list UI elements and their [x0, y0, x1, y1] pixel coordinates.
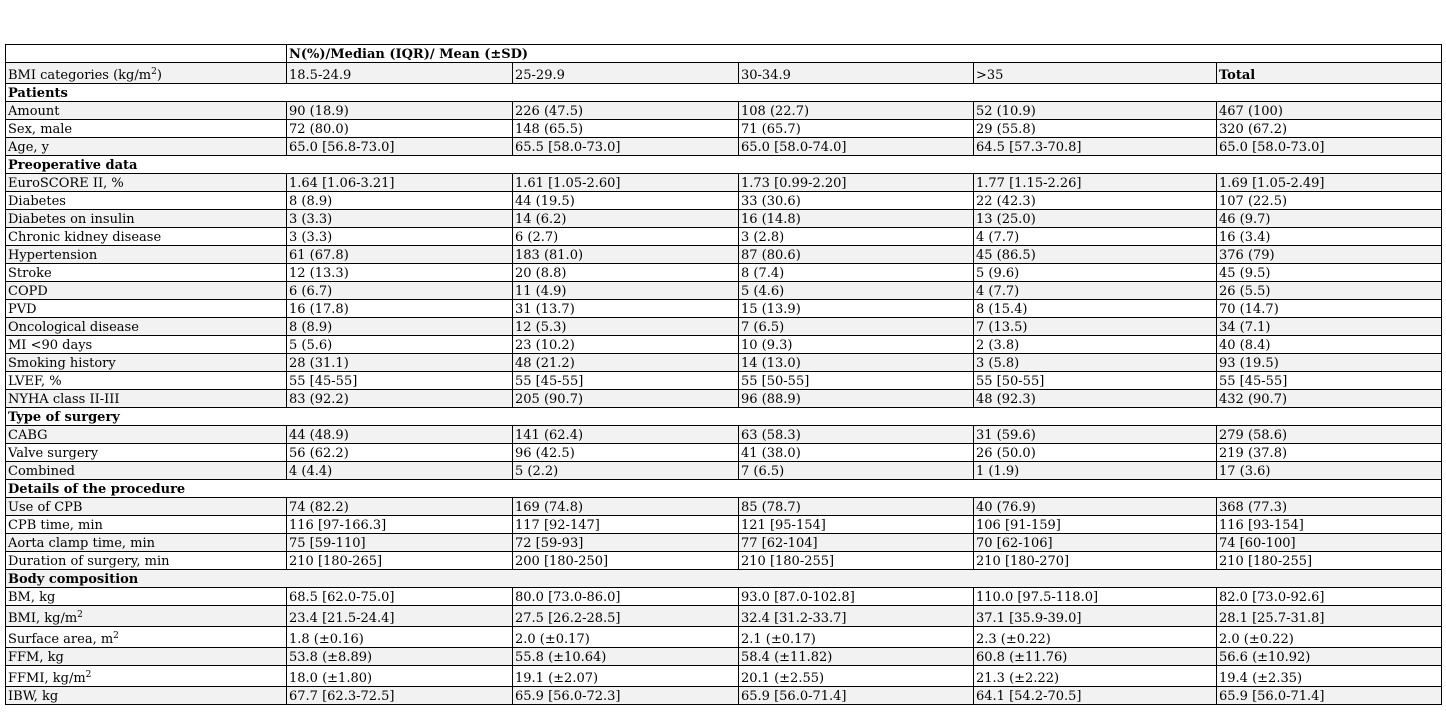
cell-value: 4 (4.4): [287, 462, 513, 480]
table-row: [6, 687, 1442, 705]
cell-total: 107 (22.5): [1217, 192, 1442, 210]
cell-value: 169 (74.8): [513, 498, 739, 516]
cell-total: 279 (58.6): [1217, 426, 1442, 444]
cell-total: 40 (8.4): [1217, 336, 1442, 354]
cell-value: 20.1 (±2.55): [739, 666, 974, 687]
cell-value: 117 [92-147]: [513, 516, 739, 534]
cell-total: 56.6 (±10.92): [1217, 648, 1442, 666]
cell-value: 2.3 (±0.22): [974, 627, 1217, 648]
row-label-text: LVEF, %: [8, 374, 62, 389]
table-container: [5, 44, 1442, 705]
header-row-label-sup: 2: [151, 67, 157, 77]
cell-value: 56 (62.2): [287, 444, 513, 462]
cell-value: 27.5 [26.2-28.5]: [513, 606, 739, 627]
row-label-text: CPB time, min: [8, 518, 103, 533]
cell-value: 16 (14.8): [739, 210, 974, 228]
cell-value: 1.77 [1.15-2.26]: [974, 174, 1217, 192]
cell-total: 65.9 [56.0-71.4]: [1217, 687, 1442, 705]
cell-value: 5 (9.6): [974, 264, 1217, 282]
cell-value: 41 (38.0): [739, 444, 974, 462]
cell-total: 93 (19.5): [1217, 354, 1442, 372]
cell-value: 65.0 [58.0-74.0]: [739, 138, 974, 156]
cell-total: 368 (77.3): [1217, 498, 1442, 516]
cell-value: 28 (31.1): [287, 354, 513, 372]
cell-total: 219 (37.8): [1217, 444, 1442, 462]
cell-total: 19.4 (±2.35): [1217, 666, 1442, 687]
row-label: [6, 606, 287, 627]
cell-value: 10 (9.3): [739, 336, 974, 354]
cell-total: 55 [45-55]: [1217, 372, 1442, 390]
row-label-text: NYHA class II-III: [8, 392, 120, 407]
header-empty-cell: [6, 45, 287, 63]
row-label: [6, 648, 287, 666]
header-col-4: >35: [974, 63, 1217, 84]
cell-value: 65.0 [56.8-73.0]: [287, 138, 513, 156]
cell-value: 55 [50-55]: [974, 372, 1217, 390]
cell-value: 2.1 (±0.17): [739, 627, 974, 648]
table-row: [6, 174, 1442, 192]
section-title: Preoperative data: [6, 156, 1442, 174]
cell-value: 8 (7.4): [739, 264, 974, 282]
cell-total: 1.69 [1.05-2.49]: [1217, 174, 1442, 192]
table-row: [6, 336, 1442, 354]
row-label: [6, 174, 287, 192]
cell-value: 15 (13.9): [739, 300, 974, 318]
cell-value: 65.9 [56.0-72.3]: [513, 687, 739, 705]
row-label: [6, 516, 287, 534]
cell-value: 45 (86.5): [974, 246, 1217, 264]
cell-value: 85 (78.7): [739, 498, 974, 516]
header-group-label: N(%)/Median (IQR)/ Mean (±SD): [287, 45, 1442, 63]
table-row: [6, 498, 1442, 516]
cell-value: 55 [45-55]: [513, 372, 739, 390]
cell-total: 82.0 [73.0-92.6]: [1217, 588, 1442, 606]
cell-value: 3 (5.8): [974, 354, 1217, 372]
cell-value: 8 (8.9): [287, 192, 513, 210]
table-row: [6, 588, 1442, 606]
table-row: [6, 552, 1442, 570]
cell-value: 23.4 [21.5-24.4]: [287, 606, 513, 627]
cell-total: 432 (90.7): [1217, 390, 1442, 408]
cell-value: 68.5 [62.0-75.0]: [287, 588, 513, 606]
cell-value: 2.0 (±0.17): [513, 627, 739, 648]
cell-value: 7 (6.5): [739, 318, 974, 336]
cell-total: 46 (9.7): [1217, 210, 1442, 228]
row-label-text: Smoking history: [8, 356, 116, 371]
row-label-text: Chronic kidney disease: [8, 230, 162, 245]
row-label-text: Duration of surgery, min: [8, 554, 170, 569]
section-row: [6, 408, 1442, 426]
cell-value: 26 (50.0): [974, 444, 1217, 462]
header-columns-row: [6, 63, 1442, 84]
cell-value: 210 [180-265]: [287, 552, 513, 570]
cell-value: 96 (88.9): [739, 390, 974, 408]
cell-value: 12 (13.3): [287, 264, 513, 282]
row-label: [6, 336, 287, 354]
cell-value: 87 (80.6): [739, 246, 974, 264]
cell-total: 16 (3.4): [1217, 228, 1442, 246]
cell-value: 65.9 [56.0-71.4]: [739, 687, 974, 705]
row-label: [6, 390, 287, 408]
row-label-text: COPD: [8, 284, 48, 299]
cell-value: 1.73 [0.99-2.20]: [739, 174, 974, 192]
row-label: [6, 138, 287, 156]
table-row: [6, 666, 1442, 687]
row-label-text: FFM, kg: [8, 650, 64, 665]
row-label-sup: 2: [77, 610, 83, 620]
cell-value: 1.64 [1.06-3.21]: [287, 174, 513, 192]
cell-value: 2 (3.8): [974, 336, 1217, 354]
row-label: [6, 552, 287, 570]
row-label: [6, 318, 287, 336]
row-label: [6, 588, 287, 606]
row-label-text: MI <90 days: [8, 338, 93, 353]
cell-value: 3 (3.3): [287, 228, 513, 246]
row-label-sup: 2: [113, 631, 119, 641]
table-row: [6, 648, 1442, 666]
row-label-text: EuroSCORE II, %: [8, 176, 124, 191]
cell-value: 1 (1.9): [974, 462, 1217, 480]
cell-value: 96 (42.5): [513, 444, 739, 462]
cell-value: 200 [180-250]: [513, 552, 739, 570]
cell-value: 8 (8.9): [287, 318, 513, 336]
row-label-text: Aorta clamp time, min: [8, 536, 156, 551]
header-group-row: [6, 45, 1442, 63]
cell-value: 72 (80.0): [287, 120, 513, 138]
table-row: [6, 462, 1442, 480]
row-label: [6, 498, 287, 516]
bmi-characteristics-table: [5, 44, 1442, 705]
row-label: [6, 102, 287, 120]
row-label: [6, 372, 287, 390]
cell-total: 467 (100): [1217, 102, 1442, 120]
row-label-text: Valve surgery: [8, 446, 99, 461]
table-row: [6, 390, 1442, 408]
table-row: [6, 138, 1442, 156]
cell-value: 141 (62.4): [513, 426, 739, 444]
cell-value: 93.0 [87.0-102.8]: [739, 588, 974, 606]
cell-value: 12 (5.3): [513, 318, 739, 336]
cell-value: 14 (13.0): [739, 354, 974, 372]
cell-value: 29 (55.8): [974, 120, 1217, 138]
table-row: [6, 354, 1442, 372]
row-label: [6, 246, 287, 264]
cell-value: 205 (90.7): [513, 390, 739, 408]
table-row: [6, 282, 1442, 300]
cell-value: 183 (81.0): [513, 246, 739, 264]
section-row: [6, 156, 1442, 174]
cell-value: 108 (22.7): [739, 102, 974, 120]
cell-value: 83 (92.2): [287, 390, 513, 408]
cell-total: 116 [93-154]: [1217, 516, 1442, 534]
cell-total: 65.0 [58.0-73.0]: [1217, 138, 1442, 156]
table-row: [6, 210, 1442, 228]
cell-value: 1.8 (±0.16): [287, 627, 513, 648]
cell-value: 5 (2.2): [513, 462, 739, 480]
row-label: [6, 444, 287, 462]
cell-value: 116 [97-166.3]: [287, 516, 513, 534]
cell-value: 55 [45-55]: [287, 372, 513, 390]
cell-total: 2.0 (±0.22): [1217, 627, 1442, 648]
cell-total: 70 (14.7): [1217, 300, 1442, 318]
row-label: [6, 462, 287, 480]
row-label-text: Amount: [8, 104, 60, 119]
section-row: [6, 84, 1442, 102]
row-label: [6, 210, 287, 228]
table-row: [6, 300, 1442, 318]
section-title: Body composition: [6, 570, 1442, 588]
cell-value: 121 [95-154]: [739, 516, 974, 534]
cell-value: 110.0 [97.5-118.0]: [974, 588, 1217, 606]
cell-total: 376 (79): [1217, 246, 1442, 264]
header-row-label-text: BMI categories (kg/m: [8, 68, 152, 83]
cell-value: 70 [62-106]: [974, 534, 1217, 552]
cell-value: 7 (13.5): [974, 318, 1217, 336]
row-label: [6, 354, 287, 372]
row-label: [6, 300, 287, 318]
cell-value: 20 (8.8): [513, 264, 739, 282]
row-label-text: CABG: [8, 428, 48, 443]
table-row: [6, 606, 1442, 627]
cell-value: 22 (42.3): [974, 192, 1217, 210]
cell-value: 55 [50-55]: [739, 372, 974, 390]
row-label: [6, 264, 287, 282]
cell-value: 67.7 [62.3-72.5]: [287, 687, 513, 705]
cell-total: 34 (7.1): [1217, 318, 1442, 336]
header-row-label-close: ): [156, 68, 162, 83]
cell-value: 8 (15.4): [974, 300, 1217, 318]
row-label-text: Diabetes on insulin: [8, 212, 135, 227]
cell-value: 60.8 (±11.76): [974, 648, 1217, 666]
row-label-text: Diabetes: [8, 194, 66, 209]
cell-value: 75 [59-110]: [287, 534, 513, 552]
table-row: [6, 192, 1442, 210]
cell-total: 26 (5.5): [1217, 282, 1442, 300]
cell-value: 4 (7.7): [974, 282, 1217, 300]
table-row: [6, 246, 1442, 264]
row-label: [6, 282, 287, 300]
cell-value: 52 (10.9): [974, 102, 1217, 120]
cell-value: 13 (25.0): [974, 210, 1217, 228]
row-label-text: BM, kg: [8, 590, 56, 605]
cell-value: 32.4 [31.2-33.7]: [739, 606, 974, 627]
cell-value: 23 (10.2): [513, 336, 739, 354]
row-label-text: BMI, kg/m: [8, 611, 78, 626]
table-row: [6, 372, 1442, 390]
cell-value: 7 (6.5): [739, 462, 974, 480]
cell-value: 6 (6.7): [287, 282, 513, 300]
cell-value: 5 (5.6): [287, 336, 513, 354]
cell-value: 71 (65.7): [739, 120, 974, 138]
row-label-text: Stroke: [8, 266, 52, 281]
table-row: [6, 228, 1442, 246]
cell-value: 64.1 [54.2-70.5]: [974, 687, 1217, 705]
cell-total: 17 (3.6): [1217, 462, 1442, 480]
cell-value: 53.8 (±8.89): [287, 648, 513, 666]
row-label: [6, 534, 287, 552]
row-label-text: Use of CPB: [8, 500, 83, 515]
cell-value: 210 [180-255]: [739, 552, 974, 570]
cell-value: 14 (6.2): [513, 210, 739, 228]
cell-value: 44 (19.5): [513, 192, 739, 210]
cell-value: 33 (30.6): [739, 192, 974, 210]
row-label-text: Oncological disease: [8, 320, 139, 335]
cell-total: 320 (67.2): [1217, 120, 1442, 138]
section-row: [6, 570, 1442, 588]
cell-value: 106 [91-159]: [974, 516, 1217, 534]
cell-value: 21.3 (±2.22): [974, 666, 1217, 687]
cell-value: 37.1 [35.9-39.0]: [974, 606, 1217, 627]
cell-value: 11 (4.9): [513, 282, 739, 300]
section-title: Patients: [6, 84, 1442, 102]
cell-value: 31 (59.6): [974, 426, 1217, 444]
row-label: [6, 627, 287, 648]
cell-total: 45 (9.5): [1217, 264, 1442, 282]
header-col-2: 25-29.9: [513, 63, 739, 84]
row-label-text: IBW, kg: [8, 689, 59, 704]
table-row: [6, 102, 1442, 120]
cell-value: 3 (2.8): [739, 228, 974, 246]
row-label-text: Surface area, m: [8, 632, 114, 647]
row-label-sup: 2: [85, 670, 92, 680]
cell-value: 77 [62-104]: [739, 534, 974, 552]
cell-value: 1.61 [1.05-2.60]: [513, 174, 739, 192]
cell-value: 48 (92.3): [974, 390, 1217, 408]
cell-value: 44 (48.9): [287, 426, 513, 444]
cell-value: 18.0 (±1.80): [287, 666, 513, 687]
cell-value: 40 (76.9): [974, 498, 1217, 516]
section-title: Details of the procedure: [6, 480, 1442, 498]
cell-value: 31 (13.7): [513, 300, 739, 318]
row-label: [6, 426, 287, 444]
cell-value: 55.8 (±10.64): [513, 648, 739, 666]
row-label-text: PVD: [8, 302, 37, 317]
cell-value: 64.5 [57.3-70.8]: [974, 138, 1217, 156]
cell-value: 19.1 (±2.07): [513, 666, 739, 687]
row-label-text: Hypertension: [8, 248, 98, 263]
row-label-text: FFMI, kg/m: [8, 671, 86, 686]
cell-value: 5 (4.6): [739, 282, 974, 300]
table-row: [6, 264, 1442, 282]
header-col-3: 30-34.9: [739, 63, 974, 84]
row-label-text: Combined: [8, 464, 75, 479]
table-row: [6, 516, 1442, 534]
cell-value: 61 (67.8): [287, 246, 513, 264]
table-row: [6, 120, 1442, 138]
table-row: [6, 426, 1442, 444]
cell-value: 80.0 [73.0-86.0]: [513, 588, 739, 606]
header-row-label: [6, 63, 287, 84]
row-label: [6, 192, 287, 210]
row-label-text: Age, y: [8, 140, 50, 155]
cell-value: 74 (82.2): [287, 498, 513, 516]
table-row: [6, 318, 1442, 336]
cell-value: 90 (18.9): [287, 102, 513, 120]
cell-value: 148 (65.5): [513, 120, 739, 138]
row-label: [6, 687, 287, 705]
cell-value: 6 (2.7): [513, 228, 739, 246]
cell-total: 28.1 [25.7-31.8]: [1217, 606, 1442, 627]
cell-value: 4 (7.7): [974, 228, 1217, 246]
row-label: [6, 120, 287, 138]
cell-value: 58.4 (±11.82): [739, 648, 974, 666]
header-col-total: Total: [1217, 63, 1442, 84]
table-row: [6, 444, 1442, 462]
section-title: Type of surgery: [6, 408, 1442, 426]
cell-value: 210 [180-270]: [974, 552, 1217, 570]
row-label-text: Sex, male: [8, 122, 73, 137]
cell-total: 74 [60-100]: [1217, 534, 1442, 552]
cell-value: 226 (47.5): [513, 102, 739, 120]
table-row: [6, 534, 1442, 552]
section-row: [6, 480, 1442, 498]
cell-value: 72 [59-93]: [513, 534, 739, 552]
cell-value: 48 (21.2): [513, 354, 739, 372]
cell-value: 3 (3.3): [287, 210, 513, 228]
row-label: [6, 228, 287, 246]
cell-total: 210 [180-255]: [1217, 552, 1442, 570]
header-col-1: 18.5-24.9: [287, 63, 513, 84]
cell-value: 65.5 [58.0-73.0]: [513, 138, 739, 156]
table-row: [6, 627, 1442, 648]
cell-value: 63 (58.3): [739, 426, 974, 444]
cell-value: 16 (17.8): [287, 300, 513, 318]
row-label: [6, 666, 287, 687]
